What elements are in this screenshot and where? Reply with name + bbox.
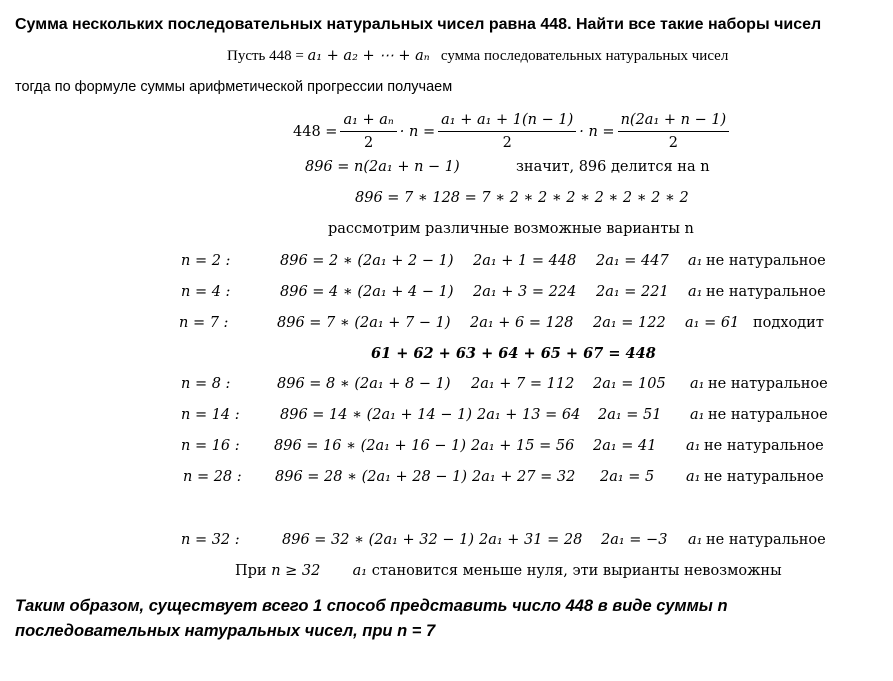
- case-n: n = 28 :: [183, 469, 242, 485]
- problem-title: Сумма нескольких последовательных натуральных чисел равна 448. Найти все такие наборы чисел: [15, 16, 822, 33]
- fraction-2-numerator: a₁ + a₁ + 1(n − 1): [438, 110, 576, 132]
- fraction-3-numerator: n(2a₁ + n − 1): [618, 110, 730, 132]
- case-2a1: 2a₁ = 41: [593, 438, 657, 454]
- case-verdict: не натуральное: [706, 284, 826, 300]
- case-2a1: 2a₁ = 122: [593, 315, 666, 331]
- equation-896: 896 = n(2a₁ + n − 1): [305, 159, 460, 175]
- fraction-3: [618, 110, 730, 153]
- case-equation: 896 = 14 ∗ (2a₁ + 14 − 1): [280, 407, 472, 423]
- case-equation: 896 = 16 ∗ (2a₁ + 16 − 1): [274, 438, 466, 454]
- case-step: 2a₁ + 3 = 224: [473, 284, 577, 300]
- divides-note: значит, 896 делится на n: [516, 159, 710, 175]
- sum-formula: [293, 110, 732, 153]
- fraction-2: [438, 110, 576, 153]
- case-step: 2a₁ + 7 = 112: [471, 376, 575, 392]
- case-a1: a₁: [690, 376, 705, 392]
- intro-text: тогда по формуле суммы арифметической прогрессии получаем: [15, 79, 453, 95]
- case-n: n = 16 :: [181, 438, 240, 454]
- let-lead: Пусть 448 =: [227, 48, 308, 64]
- formula-mid-1: · n =: [399, 123, 436, 140]
- case-a1: a₁: [690, 407, 705, 423]
- consider-note: рассмотрим различные возможные варианты n: [328, 221, 694, 237]
- case-verdict: не натуральное: [706, 532, 826, 548]
- case-2a1: 2a₁ = 51: [598, 407, 662, 423]
- sum-terms: a₁ + a₂ + ⋯ + aₙ: [307, 48, 430, 64]
- fraction-1: [340, 110, 396, 153]
- case-n: n = 8 :: [181, 376, 231, 392]
- case-verdict: не натуральное: [704, 438, 824, 454]
- case-equation: 896 = 8 ∗ (2a₁ + 8 − 1): [277, 376, 451, 392]
- fraction-1-numerator: a₁ + aₙ: [340, 110, 396, 132]
- case-a1: a₁: [686, 438, 701, 454]
- n-ge-condition: n ≥ 32: [271, 563, 321, 579]
- case-n: n = 2 :: [181, 253, 231, 269]
- case-a1: a₁ = 61: [685, 315, 740, 331]
- case-n: n = 32 :: [181, 532, 240, 548]
- case-step: 2a₁ + 1 = 448: [473, 253, 577, 269]
- formula-lhs: 448 =: [293, 123, 338, 140]
- case-a1: a₁: [688, 253, 703, 269]
- fraction-2-denominator: 2: [502, 135, 512, 151]
- case-equation: 896 = 4 ∗ (2a₁ + 4 − 1): [280, 284, 454, 300]
- fraction-1-denominator: 2: [364, 135, 374, 151]
- case-step: 2a₁ + 6 = 128: [470, 315, 574, 331]
- let-line: [227, 48, 728, 65]
- fraction-3-denominator: 2: [668, 135, 679, 151]
- case-a1: a₁: [688, 532, 703, 548]
- n-ge-lead: При: [235, 563, 267, 579]
- case-2a1: 2a₁ = −3: [601, 532, 668, 548]
- case-verdict: не натуральное: [706, 253, 826, 269]
- case-2a1: 2a₁ = 105: [593, 376, 666, 392]
- case-n: n = 7 :: [179, 315, 229, 331]
- n-ge-text: становится меньше нуля, эти вырианты невозможны: [371, 563, 782, 579]
- case-2a1: 2a₁ = 5: [600, 469, 655, 485]
- case-equation: 896 = 32 ∗ (2a₁ + 32 − 1): [282, 532, 474, 548]
- formula-mid-2: · n =: [579, 123, 615, 140]
- case-verdict: не натуральное: [708, 376, 828, 392]
- case-n: n = 4 :: [181, 284, 231, 300]
- case-a1: a₁: [686, 469, 701, 485]
- case-2a1: 2a₁ = 447: [596, 253, 669, 269]
- case-step: 2a₁ + 27 = 32: [472, 469, 576, 485]
- case-equation: 896 = 7 ∗ (2a₁ + 7 − 1): [277, 315, 451, 331]
- conclusion: Таким образом, существует всего 1 способ представить число 448 в виде суммы n последовательных натуральных чисел, при n = 7: [15, 597, 728, 640]
- case-verdict: подходит: [753, 315, 824, 331]
- n-ge-note: [235, 563, 782, 579]
- let-tail: сумма последовательных натуральных чисел: [440, 48, 729, 64]
- case-verdict: не натуральное: [708, 407, 828, 423]
- case-step: 2a₁ + 15 = 56: [471, 438, 575, 454]
- case-a1: a₁: [688, 284, 703, 300]
- case-equation: 896 = 28 ∗ (2a₁ + 28 − 1): [275, 469, 467, 485]
- case-step: 2a₁ + 31 = 28: [479, 532, 583, 548]
- n-ge-a1: a₁: [352, 563, 368, 579]
- case-verdict: не натуральное: [704, 469, 824, 485]
- case-equation: 896 = 2 ∗ (2a₁ + 2 − 1): [280, 253, 454, 269]
- case-step: 2a₁ + 13 = 64: [477, 407, 581, 423]
- answer-sum: 61 + 62 + 63 + 64 + 65 + 67 = 448: [371, 345, 656, 362]
- case-n: n = 14 :: [181, 407, 240, 423]
- case-2a1: 2a₁ = 221: [596, 284, 669, 300]
- factorization: 896 = 7 ∗ 128 = 7 ∗ 2 ∗ 2 ∗ 2 ∗ 2 ∗ 2 ∗ 2 ∗ 2: [355, 190, 689, 206]
